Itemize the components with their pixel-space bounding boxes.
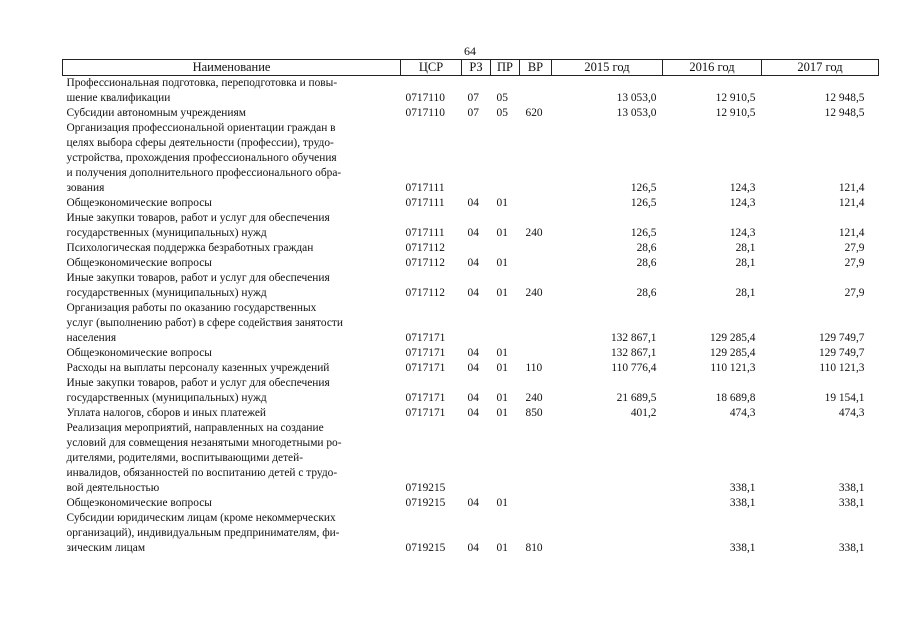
row-2017-value: 129 749,7 <box>818 332 865 344</box>
header-year-2015: 2015 год <box>552 60 663 76</box>
table-row <box>63 106 879 121</box>
row-name-cell: Организация профессиональной ориентации граждан в целях выбора сферы деятельности (профессии), трудо- устройства, прохождения профессионального обучения и получения дополнительного профессионального обра- зования <box>66 122 342 194</box>
row-2016-value: 338,1 <box>729 482 756 494</box>
row-2015-value <box>552 511 663 556</box>
table-row <box>63 121 879 196</box>
row-pr-cell: 01 <box>496 497 508 509</box>
row-pr-cell: 01 <box>496 407 508 419</box>
header-csr: ЦСР <box>401 60 462 76</box>
header-year-2016: 2016 год <box>663 60 762 76</box>
row-csr-cell: 0717111 <box>405 182 445 194</box>
page-number: 64 <box>464 44 476 58</box>
row-vr-cell: 810 <box>525 542 543 554</box>
row-name-cell: Иные закупки товаров, работ и услуг для обеспечения государственных (муниципальных) нужд <box>66 212 330 239</box>
row-csr-cell: 0717171 <box>405 392 446 404</box>
row-2017-value: 121,4 <box>838 227 865 239</box>
table-row <box>63 241 879 256</box>
row-csr-cell: 0717171 <box>405 347 446 359</box>
row-name-cell: Субсидии юридическим лицам (кроме некоммерческих организаций), индивидуальным предпринимателям, фи- зическим лицам <box>66 512 340 554</box>
row-rz-cell <box>462 121 491 196</box>
row-vr-cell: 110 <box>525 362 543 374</box>
table-row <box>63 76 879 107</box>
row-vr-cell <box>520 121 552 196</box>
row-2015-value: 126,5 <box>630 182 657 194</box>
row-rz-cell: 04 <box>467 407 479 419</box>
row-2016-value: 12 910,5 <box>715 92 756 104</box>
table-header-row <box>63 60 879 76</box>
row-2016-value: 129 285,4 <box>709 332 756 344</box>
row-2017-value: 338,1 <box>838 482 865 494</box>
row-csr-cell: 0717111 <box>405 197 445 209</box>
row-2016-value: 28,1 <box>735 287 756 299</box>
row-rz-cell: 04 <box>467 197 479 209</box>
row-2017-value: 19 154,1 <box>824 392 865 404</box>
row-rz-cell: 04 <box>467 497 479 509</box>
row-pr-cell: 01 <box>496 257 508 269</box>
row-name-cell: Общеэкономические вопросы <box>66 197 212 209</box>
row-rz-cell: 04 <box>467 392 479 404</box>
table-row <box>63 361 879 376</box>
row-2016-value: 18 689,8 <box>715 392 756 404</box>
row-2017-value: 12 948,5 <box>824 107 865 119</box>
row-pr-cell: 01 <box>496 347 508 359</box>
table-row <box>63 211 879 241</box>
row-name-cell: Субсидии автономным учреждениям <box>66 107 246 119</box>
row-rz-cell: 04 <box>467 257 479 269</box>
row-2016-value: 124,3 <box>729 197 756 209</box>
row-2015-value <box>552 421 663 496</box>
row-vr-cell: 240 <box>525 287 543 299</box>
header-year-2017: 2017 год <box>762 60 879 76</box>
row-vr-cell <box>520 256 552 271</box>
row-2017-value: 27,9 <box>844 257 865 269</box>
row-2017-value: 27,9 <box>844 242 865 254</box>
row-name-cell: Общеэкономические вопросы <box>66 257 212 269</box>
row-vr-cell <box>520 241 552 256</box>
row-2016-value: 338,1 <box>729 497 756 509</box>
header-rz: РЗ <box>462 60 491 76</box>
table-row <box>63 496 879 511</box>
row-rz-cell: 07 <box>467 107 479 119</box>
row-name-cell: Иные закупки товаров, работ и услуг для обеспечения государственных (муниципальных) нужд <box>66 377 330 404</box>
table-row <box>63 421 879 496</box>
row-pr-cell <box>491 241 520 256</box>
table-row <box>63 196 879 211</box>
row-name-cell: Расходы на выплаты персоналу казенных учреждений <box>66 362 330 374</box>
row-2016-value: 12 910,5 <box>715 107 756 119</box>
row-2017-value: 338,1 <box>838 542 865 554</box>
row-2017-value: 338,1 <box>838 497 865 509</box>
row-rz-cell: 07 <box>467 92 479 104</box>
row-name-cell: Реализация мероприятий, направленных на создание условий для совмещения незанятыми многодетными ро- дителями, родителями, воспитывающими детей- инвалидов, обязанностей по воспитанию детей с трудо- вой деятельностью <box>66 422 342 494</box>
row-2017-value: 121,4 <box>838 182 865 194</box>
row-vr-cell <box>520 76 552 107</box>
row-2015-value: 13 053,0 <box>616 92 657 104</box>
row-2017-value: 121,4 <box>838 197 865 209</box>
row-csr-cell: 0717110 <box>405 92 445 104</box>
row-vr-cell <box>520 346 552 361</box>
table-row <box>63 346 879 361</box>
row-2015-value: 126,5 <box>630 197 657 209</box>
row-vr-cell <box>520 196 552 211</box>
row-pr-cell <box>491 421 520 496</box>
row-2015-value: 132 867,1 <box>610 347 657 359</box>
row-pr-cell: 01 <box>496 287 508 299</box>
row-2016-value: 338,1 <box>729 542 756 554</box>
row-2016-value: 124,3 <box>729 182 756 194</box>
row-rz-cell <box>462 301 491 346</box>
row-name-cell: Общеэкономические вопросы <box>66 497 212 509</box>
row-2015-value: 110 776,4 <box>611 362 657 374</box>
row-2016-value: 124,3 <box>729 227 756 239</box>
row-vr-cell <box>520 301 552 346</box>
row-2016-value: 129 285,4 <box>709 347 756 359</box>
table-row <box>63 271 879 301</box>
row-pr-cell: 01 <box>496 362 508 374</box>
row-rz-cell <box>462 421 491 496</box>
row-csr-cell: 0717112 <box>405 257 445 269</box>
row-pr-cell: 05 <box>496 92 508 104</box>
table-row <box>63 376 879 406</box>
row-2015-value: 401,2 <box>630 407 657 419</box>
row-csr-cell: 0719215 <box>405 482 446 494</box>
row-vr-cell: 850 <box>525 407 543 419</box>
header-pr: ПР <box>491 60 520 76</box>
row-name-cell: Профессиональная подготовка, переподготовка и повы- шение квалификации <box>66 77 338 104</box>
row-2015-value <box>552 496 663 511</box>
table-body <box>63 76 879 557</box>
row-2016-value: 28,1 <box>735 242 756 254</box>
row-2015-value: 13 053,0 <box>616 107 657 119</box>
row-2016-value: 110 121,3 <box>710 362 756 374</box>
row-2015-value: 28,6 <box>636 242 657 254</box>
row-csr-cell: 0717171 <box>405 407 446 419</box>
row-2017-value: 27,9 <box>844 287 865 299</box>
row-csr-cell: 0717171 <box>405 332 446 344</box>
table-row <box>63 256 879 271</box>
row-vr-cell: 620 <box>525 107 543 119</box>
row-pr-cell: 01 <box>496 542 508 554</box>
row-2016-value: 474,3 <box>729 407 756 419</box>
row-csr-cell: 0717112 <box>405 242 445 254</box>
row-2015-value: 28,6 <box>636 257 657 269</box>
table-row <box>63 511 879 556</box>
row-pr-cell <box>491 301 520 346</box>
row-2015-value: 126,5 <box>630 227 657 239</box>
row-rz-cell: 04 <box>467 542 479 554</box>
row-2015-value: 28,6 <box>636 287 657 299</box>
row-2015-value: 132 867,1 <box>610 332 657 344</box>
row-rz-cell <box>462 241 491 256</box>
header-name: Наименование <box>63 60 401 76</box>
row-pr-cell: 01 <box>496 197 508 209</box>
row-vr-cell <box>520 421 552 496</box>
table-row <box>63 406 879 421</box>
row-vr-cell: 240 <box>525 392 543 404</box>
row-name-cell: Психологическая поддержка безработных граждан <box>66 242 314 254</box>
row-name-cell: Иные закупки товаров, работ и услуг для обеспечения государственных (муниципальных) нужд <box>66 272 330 299</box>
row-2015-value: 21 689,5 <box>616 392 657 404</box>
row-csr-cell: 0719215 <box>405 542 446 554</box>
row-csr-cell: 0717112 <box>405 287 445 299</box>
row-2017-value: 474,3 <box>838 407 865 419</box>
row-2017-value: 12 948,5 <box>824 92 865 104</box>
row-vr-cell: 240 <box>525 227 543 239</box>
row-pr-cell <box>491 121 520 196</box>
row-vr-cell <box>520 496 552 511</box>
row-rz-cell: 04 <box>467 287 479 299</box>
row-name-cell: Уплата налогов, сборов и иных платежей <box>66 407 266 419</box>
row-rz-cell: 04 <box>467 347 479 359</box>
row-csr-cell: 0717111 <box>405 227 445 239</box>
row-csr-cell: 0717171 <box>405 362 446 374</box>
header-vr: ВР <box>520 60 552 76</box>
row-name-cell: Организация работы по оказанию государственных услуг (выполнению работ) в сфере содействия занятости населения <box>66 302 343 344</box>
table-row <box>63 301 879 346</box>
budget-table <box>62 59 879 556</box>
row-csr-cell: 0719215 <box>405 497 446 509</box>
row-pr-cell: 01 <box>496 227 508 239</box>
row-pr-cell: 05 <box>496 107 508 119</box>
row-rz-cell: 04 <box>467 362 479 374</box>
row-name-cell: Общеэкономические вопросы <box>66 347 212 359</box>
row-2017-value: 129 749,7 <box>818 347 865 359</box>
row-csr-cell: 0717110 <box>405 107 445 119</box>
row-2016-value: 28,1 <box>735 257 756 269</box>
row-pr-cell: 01 <box>496 392 508 404</box>
row-rz-cell: 04 <box>467 227 479 239</box>
row-2017-value: 110 121,3 <box>819 362 865 374</box>
